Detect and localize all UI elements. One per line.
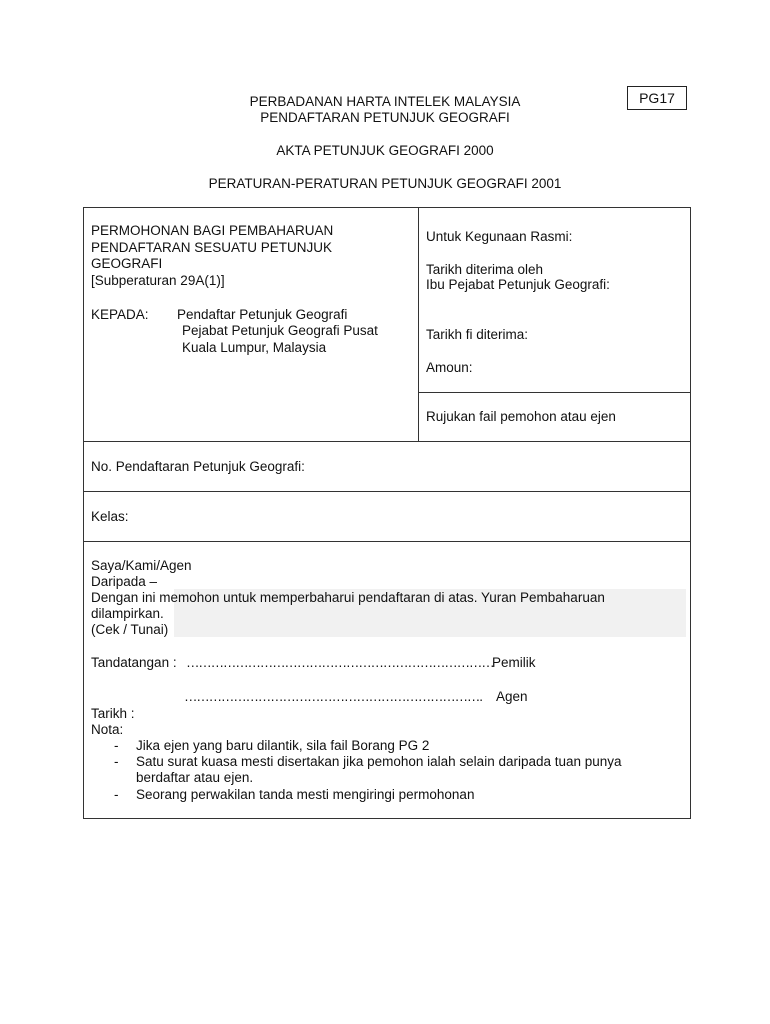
owner-signature-line[interactable]: ………………………………………………………………… xyxy=(186,655,494,670)
registration-number-label: No. Pendaftaran Petunjuk Geografi: xyxy=(91,459,305,474)
to-line3: Kuala Lumpur, Malaysia xyxy=(182,340,327,355)
column-divider xyxy=(418,208,419,441)
declaration-text-line2: dilampirkan. xyxy=(91,606,164,621)
date-label: Tarikh : xyxy=(91,706,135,721)
form-code-box: PG17 xyxy=(627,86,687,110)
application-title-line3: GEOGRAFI xyxy=(91,256,163,271)
applicant-line: Saya/Kami/Agen xyxy=(91,558,192,573)
received-date-line2: Ibu Pejabat Petunjuk Geografi: xyxy=(426,277,610,292)
official-divider xyxy=(418,392,691,393)
header-organisation: PERBADANAN HARTA INTELEK MALAYSIA xyxy=(249,94,521,109)
class-label: Kelas: xyxy=(91,509,129,524)
notes-label: Nota: xyxy=(91,722,124,737)
fee-date-label: Tarikh fi diterima: xyxy=(426,327,529,342)
note-item: Seorang perwakilan tanda mesti mengiringi permohonan xyxy=(136,787,475,802)
to-label: KEPADA: xyxy=(91,307,149,322)
payment-method: (Cek / Tunai) xyxy=(91,622,169,637)
header-regulations: PERATURAN-PERATURAN PETUNJUK GEOGRAFI 2001 xyxy=(208,176,562,191)
application-title-line1: PERMOHONAN BAGI PEMBAHARUAN xyxy=(91,223,334,238)
note-dash: - xyxy=(114,754,119,769)
file-reference-label: Rujukan fail pemohon atau ejen xyxy=(426,409,616,424)
official-use-heading: Untuk Kegunaan Rasmi: xyxy=(426,229,573,244)
owner-label: Pemilik xyxy=(492,655,536,670)
agent-label: Agen xyxy=(496,689,528,704)
received-date-line1: Tarikh diterima oleh xyxy=(426,262,544,277)
subregulation-reference: [Subperaturan 29A(1)] xyxy=(91,273,225,288)
to-line1: Pendaftar Petunjuk Geografi xyxy=(177,307,348,322)
to-line2: Pejabat Petunjuk Geografi Pusat xyxy=(182,323,378,338)
declaration-text-line1: Dengan ini memohon untuk memperbaharui pendaftaran di atas. Yuran Pembaharuan xyxy=(91,590,605,605)
application-title-line2: PENDAFTARAN SESUATU PETUNJUK xyxy=(91,240,333,255)
note-item: Jika ejen yang baru dilantik, sila fail Borang PG 2 xyxy=(136,738,430,753)
row-divider-3 xyxy=(84,541,691,542)
from-line: Daripada – xyxy=(91,574,158,589)
agent-signature-line[interactable]: ………………………………………………………………. xyxy=(184,689,482,704)
header-act: AKTA PETUNJUK GEOGRAFI 2000 xyxy=(276,143,494,158)
amount-label: Amoun: xyxy=(426,360,473,375)
note-item-continued: berdaftar atau ejen. xyxy=(136,770,254,785)
row-divider-2 xyxy=(84,491,691,492)
application-form xyxy=(83,207,691,819)
header-registry: PENDAFTARAN PETUNJUK GEOGRAFI xyxy=(260,110,510,125)
row-divider-1 xyxy=(84,441,691,442)
signature-label: Tandatangan : xyxy=(91,655,177,670)
note-dash: - xyxy=(114,787,119,802)
note-dash: - xyxy=(114,738,119,753)
note-item: Satu surat kuasa mesti disertakan jika pemohon ialah selain daripada tuan punya xyxy=(136,754,622,769)
